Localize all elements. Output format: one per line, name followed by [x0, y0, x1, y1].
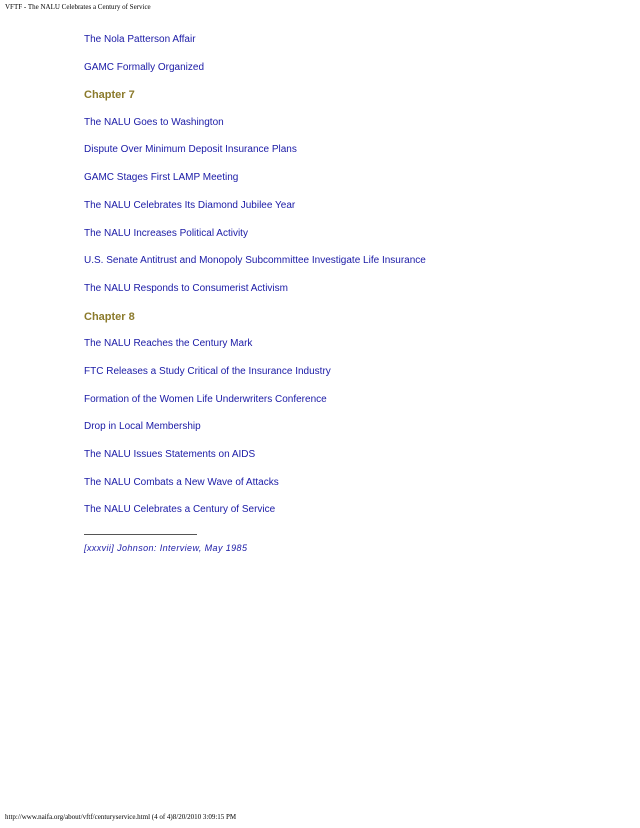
- toc-link-political-activity[interactable]: The NALU Increases Political Activity: [84, 228, 248, 239]
- print-footer: http://www.naifa.org/about/vftf/centuryservice.html (4 of 4)8/20/2010 3:09:15 PM: [5, 813, 237, 821]
- toc-link-new-wave-of-attacks[interactable]: The NALU Combats a New Wave of Attacks: [84, 477, 279, 488]
- toc-link-gamc-first-lamp-meeting[interactable]: GAMC Stages First LAMP Meeting: [84, 172, 239, 183]
- toc-link-senate-antitrust-subcommittee[interactable]: U.S. Senate Antitrust and Monopoly Subcommittee Investigate Life Insurance: [84, 255, 426, 266]
- toc-link-gamc-formally-organized[interactable]: GAMC Formally Organized: [84, 62, 205, 73]
- toc-link-century-mark[interactable]: The NALU Reaches the Century Mark: [84, 338, 253, 349]
- toc-link-statements-on-aids[interactable]: The NALU Issues Statements on AIDS: [84, 449, 256, 460]
- toc-link-drop-in-membership[interactable]: Drop in Local Membership: [84, 421, 201, 432]
- toc-link-consumerist-activism[interactable]: The NALU Responds to Consumerist Activism: [84, 283, 288, 294]
- toc-link-diamond-jubilee-year[interactable]: The NALU Celebrates Its Diamond Jubilee Year: [84, 200, 296, 211]
- toc-link-women-underwriters-conference[interactable]: Formation of the Women Life Underwriters Conference: [84, 394, 327, 405]
- toc-link-minimum-deposit-dispute[interactable]: Dispute Over Minimum Deposit Insurance Plans: [84, 144, 297, 155]
- chapter-7-heading: Chapter 7: [84, 89, 135, 101]
- footnote-divider: [84, 534, 197, 535]
- toc-link-century-of-service[interactable]: The NALU Celebrates a Century of Service: [84, 504, 276, 515]
- toc-link-nalu-goes-to-washington[interactable]: The NALU Goes to Washington: [84, 117, 224, 128]
- chapter-8-heading: Chapter 8: [84, 311, 135, 323]
- footnote-link[interactable]: [xxxvii] Johnson: Interview, May 1985: [84, 543, 248, 553]
- toc-link-nola-patterson-affair[interactable]: The Nola Patterson Affair: [84, 34, 196, 45]
- toc-link-ftc-study[interactable]: FTC Releases a Study Critical of the Insurance Industry: [84, 366, 331, 377]
- print-header: VFTF - The NALU Celebrates a Century of Service: [5, 3, 151, 11]
